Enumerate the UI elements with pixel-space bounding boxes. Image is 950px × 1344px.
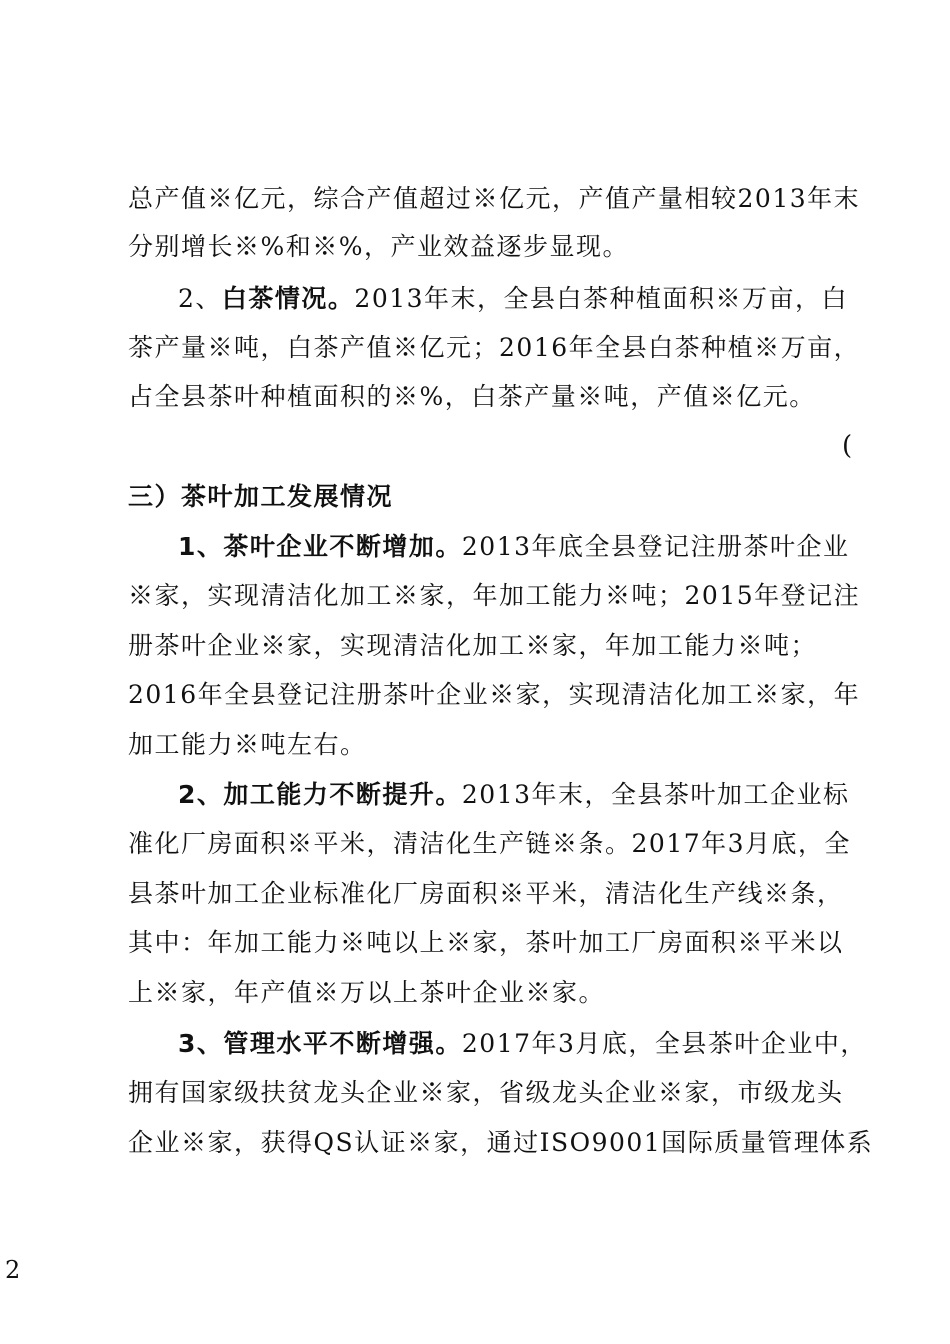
paragraph-line xyxy=(128,1127,874,1159)
paragraph-line xyxy=(128,580,861,612)
paragraph-line xyxy=(128,332,861,364)
line-text: 总产值※亿元，综合产值超过※亿元，产值产量相较2013年末 xyxy=(128,184,861,213)
line-text: 2013年末，全县茶叶加工企业标 xyxy=(461,780,850,809)
paragraph-line xyxy=(128,679,861,711)
paragraph-line xyxy=(178,283,849,315)
line-text: 茶产量※吨，白茶产值※亿元；2016年全县白茶种植※万亩， xyxy=(128,333,861,362)
line-text: 分别增长※%和※%，产业效益逐步显现。 xyxy=(128,232,630,261)
line-text: ※家，实现清洁化加工※家，年加工能力※吨；2015年登记注 xyxy=(128,581,861,610)
item-heading: 1、茶叶企业不断增加。 xyxy=(178,532,462,561)
item-heading: 白茶情况。 xyxy=(221,284,355,313)
section-heading xyxy=(128,481,828,513)
paragraph-line xyxy=(128,231,828,263)
paragraph-line xyxy=(128,1077,844,1109)
line-text: 上※家，年产值※万以上茶叶企业※家。 xyxy=(128,978,606,1007)
page-number: 2 xyxy=(5,1256,21,1284)
paragraph-line xyxy=(178,531,850,563)
line-text: 2017年3月底，全县茶叶企业中， xyxy=(461,1029,867,1058)
item-heading: 3、管理水平不断增强。 xyxy=(178,1029,462,1058)
paragraph-line xyxy=(128,878,844,910)
line-text: 准化厂房面积※平米，清洁化生产链※条。2017年3月底，全 xyxy=(128,829,852,858)
paragraph-line xyxy=(128,828,852,860)
item-number: 2、 xyxy=(178,284,222,313)
line-text: 加工能力※吨左右。 xyxy=(128,730,367,759)
line-text: 2013年底全县登记注册茶叶企业 xyxy=(461,532,850,561)
line-text: 拥有国家级扶贫龙头企业※家，省级龙头企业※家，市级龙头 xyxy=(128,1078,844,1107)
paragraph-line xyxy=(128,630,828,662)
paragraph-line xyxy=(128,381,828,413)
item-heading: 2、加工能力不断提升。 xyxy=(178,780,462,809)
line-text: 县茶叶加工企业标准化厂房面积※平米，清洁化生产线※条， xyxy=(128,879,844,908)
paragraph-line xyxy=(128,927,844,959)
line-text: 册茶叶企业※家，实现清洁化加工※家，年加工能力※吨； xyxy=(128,631,818,660)
line-text: 2013年末，全县白茶种植面积※万亩，白 xyxy=(354,284,849,313)
line-text: 2016年全县登记注册茶叶企业※家，实现清洁化加工※家，年 xyxy=(128,680,861,709)
line-text: 占全县茶叶种植面积的※%，白茶产量※吨，产值※亿元。 xyxy=(128,382,816,411)
paragraph-line xyxy=(128,977,828,1009)
stray-parenthesis: ( xyxy=(842,431,853,461)
paragraph-line xyxy=(128,183,861,215)
line-text: 企业※家，获得QS认证※家，通过ISO9001国际质量管理体系 xyxy=(128,1128,874,1157)
paragraph-line xyxy=(178,1028,867,1060)
line-text: 其中：年加工能力※吨以上※家，茶叶加工厂房面积※平米以 xyxy=(128,928,844,957)
paragraph-line xyxy=(128,729,828,761)
section-heading-text: 三）茶叶加工发展情况 xyxy=(128,482,394,511)
paragraph-line xyxy=(178,779,850,811)
